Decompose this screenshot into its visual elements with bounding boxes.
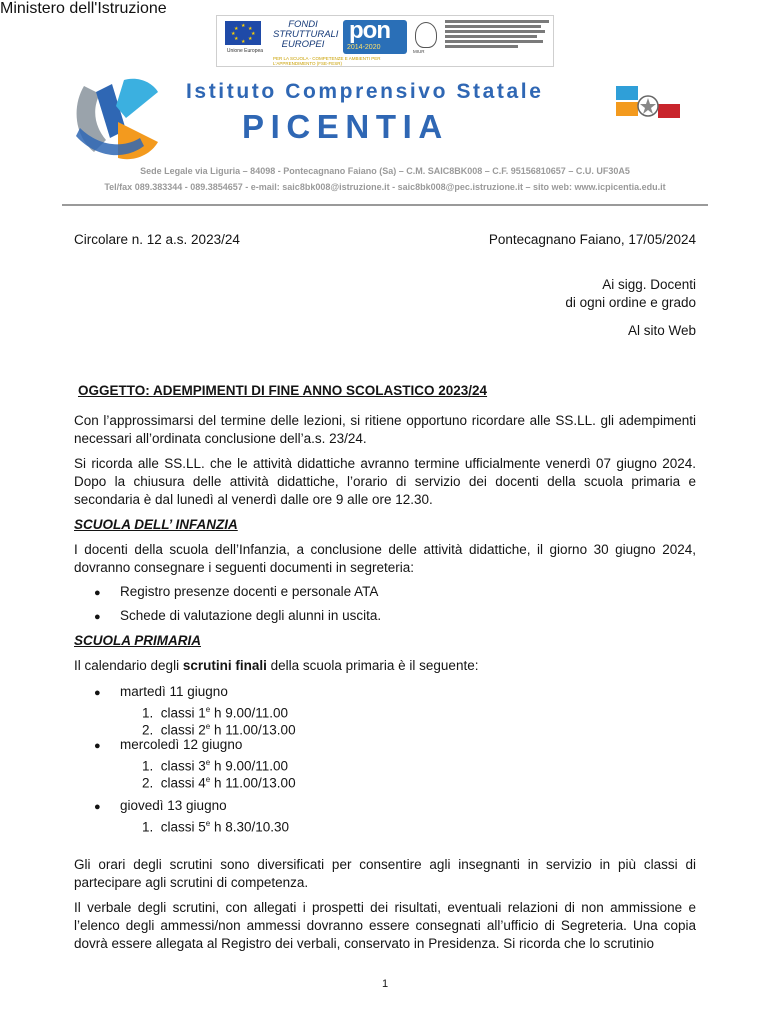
bullet-icon: ● — [94, 687, 101, 699]
circular-number: Circolare n. 12 a.s. 2023/24 — [74, 232, 240, 247]
paragraph-intro: Con l’approssimarsi del termine delle lezioni, si ritiene opportuno ricordare alle SS.LL. gli adempimenti necessari all’ordinata conclusione dell’a.s. 23/24. — [74, 413, 696, 446]
address-line: Sede Legale via Liguria – 84098 - Pontecagnano Faiano (Sa) – C.M. SAIC8BK008 – C.F. 95156810657 – C.U. UF30A5 — [140, 166, 630, 176]
section-heading-primaria: SCUOLA PRIMARIA — [74, 633, 201, 648]
paragraph-infanzia: I docenti della scuola dell’Infanzia, a conclusione delle attività didattiche, il giorno 30 giugno 2024, dovranno consegnare i seguenti documenti in segreteria: — [74, 542, 696, 575]
bullet-icon: ● — [94, 801, 101, 813]
schedule-slot: 1. classi 3e h 9.00/11.00 — [142, 758, 289, 774]
recipients — [565, 276, 696, 312]
bullet-icon: ● — [94, 611, 101, 623]
ministry-flag-logo-icon — [612, 80, 684, 144]
institute-name: Istituto Comprensivo Statale — [186, 80, 544, 103]
italian-republic-seal-icon — [415, 22, 437, 48]
ministry-caption: Ministero dell'Istruzione — [0, 0, 167, 17]
recipient-web: Al sito Web — [627, 323, 696, 338]
recipient-line: di ogni ordine e grado — [565, 295, 696, 310]
paragraph-scrutini-orari: Gli orari degli scrutini sono diversificati per consentire agli insegnanti in servizio in più classi di partecipare agli scrutini di competenza. — [74, 857, 696, 890]
subject-line: OGGETTO: ADEMPIMENTI DI FINE ANNO SCOLASTICO 2023/24 — [78, 383, 488, 398]
banner-footer: PER LA SCUOLA - COMPETENZE E AMBIENTI PER L'APPRENDIMENTO (FSE-FESR) — [273, 56, 381, 66]
place-date: Pontecagnano Faiano, 17/05/2024 — [488, 232, 696, 247]
eu-flag-icon: ★ ★ ★ ★ ★ ★ ★ ★ — [225, 21, 261, 45]
schedule-slot: 2. classi 4e h 11.00/13.00 — [142, 775, 296, 791]
seal-label: MIUR — [413, 49, 425, 54]
paragraph-schedule: Si ricorda alle SS.LL. che le attività didattiche avranno termine ufficialmente venerdì 07 giugno 2024. Dopo la chiusura delle attività didattiche, l’orario di servizio dei docenti della scuola primaria e secondaria è dal lunedì al venerdì dalle ore 9 alle ore 12.30. — [74, 456, 696, 507]
bullet-icon: ● — [94, 587, 101, 599]
pon-years: 2014-2020 — [347, 44, 381, 51]
eu-label: Unione Europea — [226, 48, 264, 54]
bullet-icon: ● — [94, 740, 101, 752]
schedule-day: ● mercoledì 12 giugno — [94, 737, 243, 752]
school-k-logo-icon — [66, 66, 166, 166]
pon-logo-text: pon — [349, 17, 390, 44]
pon-banner — [216, 15, 554, 67]
paragraph-primaria: Il calendario degli scrutini finali della scuola primaria è il seguente: — [74, 658, 479, 673]
fondi-strutturali-text: FONDI STRUTTURALI EUROPEI — [273, 19, 339, 50]
page-number: 1 — [381, 978, 389, 990]
ministry-fine-print — [445, 20, 549, 50]
recipient-line: Ai sigg. Docenti — [602, 277, 696, 292]
schedule-slot: 1. classi 5e h 8.30/10.30 — [142, 819, 290, 835]
contact-line: Tel/fax 089.383344 - 089.3854657 - e-mail: saic8bk008@istruzione.it - saic8bk008@pec.istruzione.it – sito web: www.icpicentia.edu.it — [104, 182, 666, 192]
header-divider — [62, 204, 708, 206]
schedule-slot: 1. classi 1e h 9.00/11.00 — [142, 705, 289, 721]
schedule-day: ● martedì 11 giugno — [94, 684, 228, 699]
section-heading-infanzia: SCUOLA DELL’ INFANZIA — [74, 517, 238, 532]
schedule-day: ● giovedì 13 giugno — [94, 798, 227, 813]
list-item: ● Registro presenze docenti e personale ATA — [94, 584, 379, 599]
school-name: PICENTIA — [242, 108, 449, 145]
list-item: ● Schede di valutazione degli alunni in uscita. — [94, 608, 382, 623]
schedule-slot: 2. classi 2e h 11.00/13.00 — [142, 722, 296, 738]
paragraph-verbale: Il verbale degli scrutini, con allegati i prospetti dei risultati, eventuali relazioni di non ammissione e l’elenco degli ammessi/non ammessi dovranno essere consegnati all’ufficio di Segreteria. Una copia dovrà essere allegata al Registro dei verbali, conservato in Presidenza. Si ricorda che lo scrutinio — [74, 900, 696, 951]
